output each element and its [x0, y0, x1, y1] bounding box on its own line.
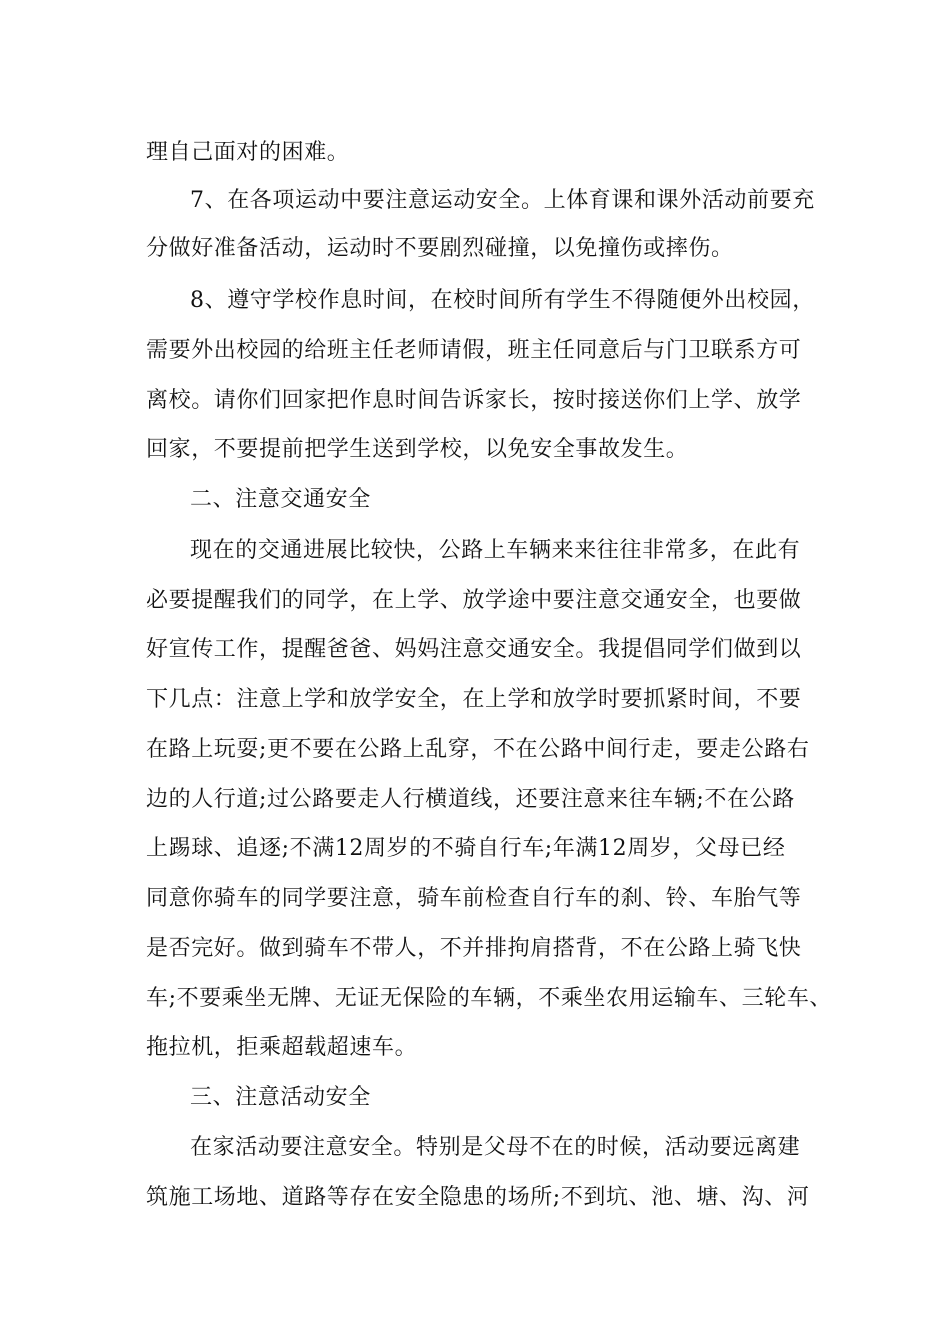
- paragraph-line: 在路上玩耍;更不要在公路上乱穿，不在公路中间行走，要走公路右: [146, 737, 810, 762]
- paragraph-line: 分做好准备活动，运动时不要剧烈碰撞，以免撞伤或摔伤。: [146, 236, 734, 261]
- paragraph-line: 必要提醒我们的同学，在上学、放学途中要注意交通安全，也要做: [146, 588, 802, 613]
- paragraph-line: 下几点：注意上学和放学安全，在上学和放学时要抓紧时间，不要: [146, 687, 802, 712]
- paragraph-line: 离校。请你们回家把作息时间告诉家长，按时接送你们上学、放学: [146, 388, 802, 413]
- paragraph-line: 边的人行道;过公路要走人行横道线，还要注意来往车辆;不在公路: [146, 787, 795, 812]
- section-heading: 二、注意交通安全: [190, 487, 371, 512]
- paragraph-line: 理自己面对的困难。: [146, 140, 350, 165]
- paragraph-line: 是否完好。做到骑车不带人，不并排拘肩搭背，不在公路上骑飞快: [146, 936, 802, 961]
- paragraph-line: 车;不要乘坐无牌、无证无保险的车辆，不乘坐农用运输车、三轮车、: [146, 986, 833, 1011]
- paragraph-line: 上踢球、追逐;不满12周岁的不骑自行车;年满12周岁，父母已经: [146, 836, 786, 861]
- paragraph-line: 需要外出校园的给班主任老师请假，班主任同意后与门卫联系方可: [146, 338, 802, 363]
- paragraph-line: 8、遵守学校作息时间，在校时间所有学生不得随便外出校园，: [190, 288, 815, 313]
- paragraph-line: 现在的交通进展比较快，公路上车辆来来往往非常多，在此有: [190, 538, 801, 563]
- paragraph-line: 好宣传工作，提醒爸爸、妈妈注意交通安全。我提倡同学们做到以: [146, 637, 802, 662]
- paragraph-line: 在家活动要注意安全。特别是父母不在的时候，活动要远离建: [190, 1135, 801, 1160]
- paragraph-line: 回家，不要提前把学生送到学校，以免安全事故发生。: [146, 437, 689, 462]
- paragraph-line: 7、在各项运动中要注意运动安全。上体育课和课外活动前要充: [190, 188, 815, 213]
- section-heading: 三、注意活动安全: [190, 1085, 371, 1110]
- paragraph-line: 同意你骑车的同学要注意，骑车前检查自行车的刹、铃、车胎气等: [146, 886, 802, 911]
- paragraph-line: 筑施工场地、道路等存在安全隐患的场所;不到坑、池、塘、沟、河: [146, 1185, 810, 1210]
- paragraph-line: 拖拉机，拒乘超载超速车。: [146, 1035, 418, 1060]
